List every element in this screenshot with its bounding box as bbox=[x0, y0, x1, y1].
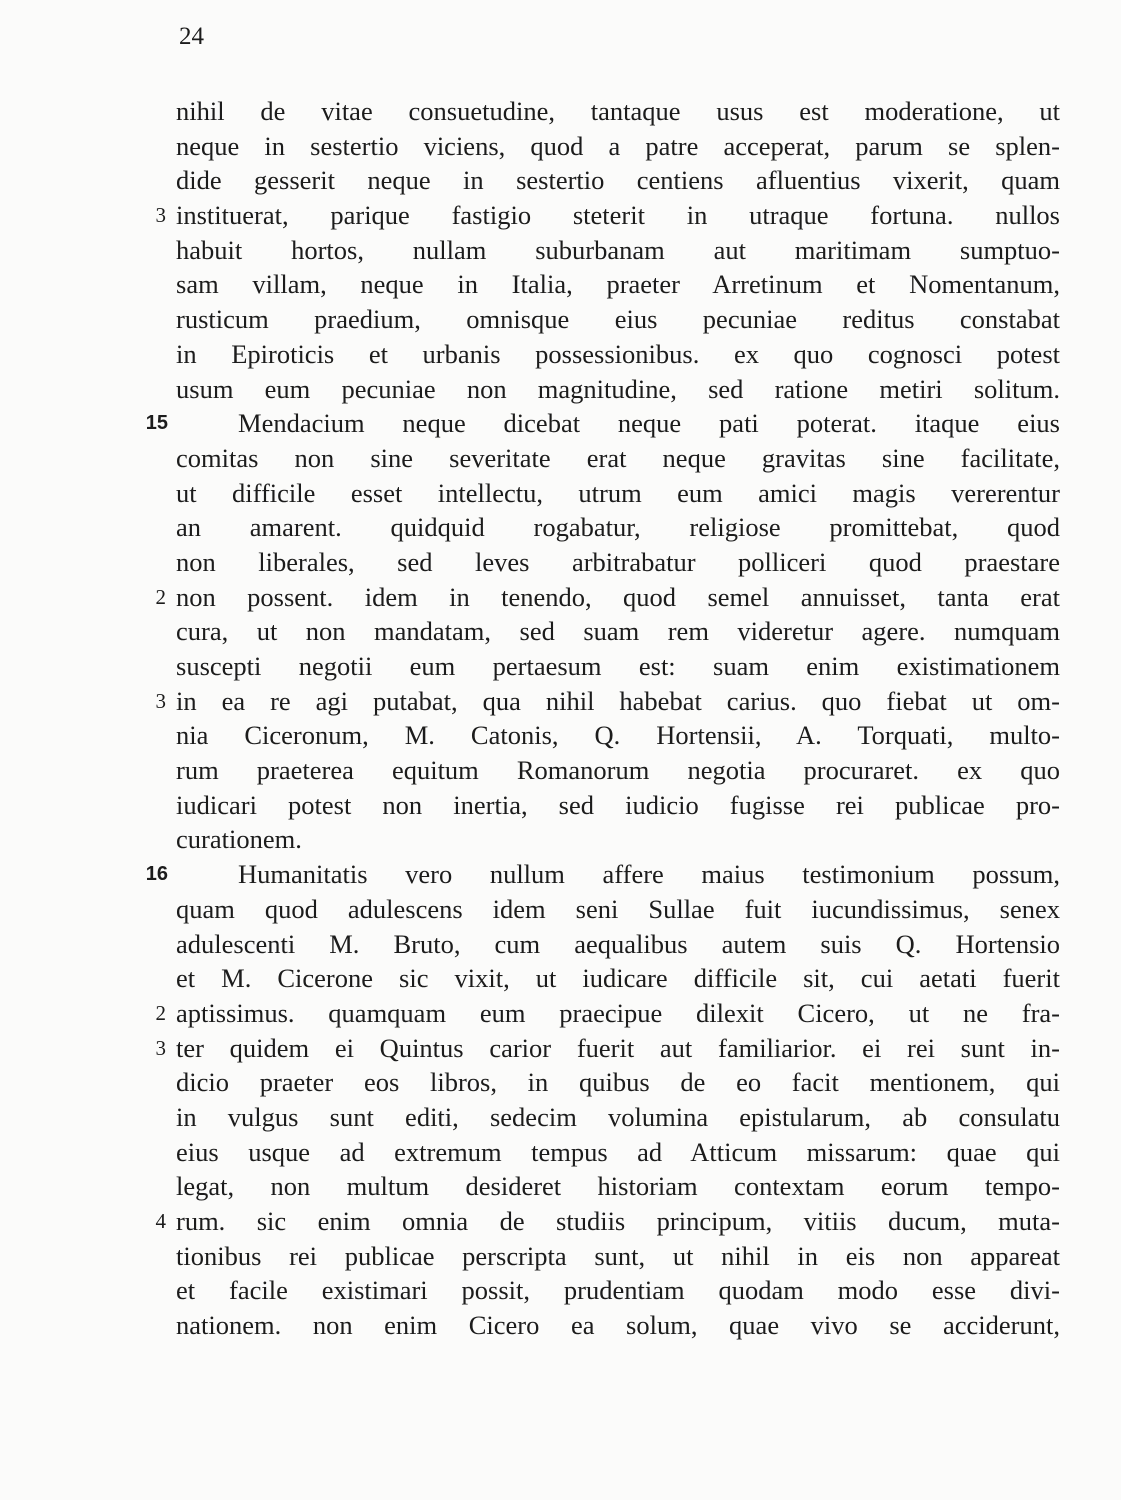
line-text: cura, ut non mandatam, sed suam rem videretur agere. numquam bbox=[176, 616, 1060, 647]
text-line bbox=[176, 441, 1060, 476]
text-line bbox=[155, 1031, 1060, 1066]
section-number: 3 bbox=[155, 1035, 166, 1060]
line-text: instituerat, parique fastigio steterit in utraque fortuna. nullos bbox=[176, 200, 1060, 231]
line-text: sam villam, neque in Italia, praeter Arretinum et Nomentanum, bbox=[176, 269, 1060, 300]
text-line bbox=[176, 649, 1060, 684]
line-text: Mendacium neque dicebat neque pati poterat. itaque eius bbox=[238, 408, 1060, 439]
text-line bbox=[176, 753, 1060, 788]
line-text: neque in sestertio viciens, quod a patre acceperat, parum se splen- bbox=[176, 130, 1060, 161]
text-line bbox=[176, 94, 1060, 129]
text-line bbox=[155, 684, 1060, 719]
section-number: 2 bbox=[155, 1000, 166, 1025]
line-text: comitas non sine severitate erat neque gravitas sine facilitate, bbox=[176, 442, 1060, 473]
line-text: habuit hortos, nullam suburbanam aut maritimam sumptuo- bbox=[176, 234, 1060, 265]
line-text: nihil de vitae consuetudine, tantaque usus est moderatione, ut bbox=[176, 96, 1060, 126]
text-line bbox=[176, 372, 1060, 407]
line-text: usum eum pecuniae non magnitudine, sed ratione metiri solitum. bbox=[176, 373, 1060, 404]
section-number: 3 bbox=[155, 688, 166, 713]
line-text: dicio praeter eos libros, in quibus de eo facit mentionem, qui bbox=[176, 1067, 1060, 1098]
text-line bbox=[155, 580, 1060, 615]
line-text: non possent. idem in tenendo, quod semel annuisset, tanta erat bbox=[176, 581, 1060, 612]
text-line bbox=[176, 1273, 1060, 1308]
line-text: adulescenti M. Bruto, cum aequalibus autem suis Q. Hortensio bbox=[176, 928, 1060, 959]
chapter-number: 16 bbox=[145, 863, 168, 886]
text-line bbox=[145, 857, 1060, 892]
text-line bbox=[176, 788, 1060, 823]
text-line bbox=[176, 1169, 1060, 1204]
text-line bbox=[176, 822, 1060, 857]
line-text: Humanitatis vero nullum affere maius testimonium possum, bbox=[238, 859, 1060, 890]
text-line bbox=[155, 996, 1060, 1031]
text-line bbox=[176, 129, 1060, 164]
text-line bbox=[176, 510, 1060, 545]
line-text: iudicari potest non inertia, sed iudicio fugisse rei publicae pro- bbox=[176, 789, 1060, 820]
text-line bbox=[176, 614, 1060, 649]
line-text: rusticum praedium, omnisque eius pecuniae reditus constabat bbox=[176, 304, 1060, 335]
text-line bbox=[176, 1065, 1060, 1100]
text-line bbox=[176, 1100, 1060, 1135]
text-line bbox=[176, 545, 1060, 580]
page-number: 24 bbox=[179, 23, 204, 50]
chapter-number: 15 bbox=[145, 412, 168, 435]
line-text: in Epiroticis et urbanis possessionibus. ex quo cognosci potest bbox=[176, 338, 1060, 369]
line-text: ut difficile esset intellectu, utrum eum amici magis vererentur bbox=[176, 477, 1060, 508]
line-text: rum praeterea equitum Romanorum negotia procuraret. ex quo bbox=[176, 755, 1060, 786]
line-text: in vulgus sunt editi, sedecim volumina epistularum, ab consulatu bbox=[176, 1101, 1060, 1132]
line-text: nia Ciceronum, M. Catonis, Q. Hortensii, A. Torquati, multo- bbox=[176, 720, 1060, 751]
text-line bbox=[176, 961, 1060, 996]
text-line bbox=[176, 337, 1060, 372]
line-text: non liberales, sed leves arbitrabatur polliceri quod praestare bbox=[176, 546, 1060, 577]
section-number: 2 bbox=[155, 584, 166, 609]
line-text: in ea re agi putabat, qua nihil habebat carius. quo fiebat ut om- bbox=[176, 685, 1060, 716]
line-text: dide gesserit neque in sestertio centiens afluentius vixerit, quam bbox=[176, 165, 1060, 196]
text-line bbox=[176, 302, 1060, 337]
text-line bbox=[176, 1239, 1060, 1274]
text-line bbox=[155, 1204, 1060, 1239]
line-text: quam quod adulescens idem seni Sullae fuit iucundissimus, senex bbox=[176, 893, 1060, 924]
line-text: rum. sic enim omnia de studiis principum, vitiis ducum, muta- bbox=[176, 1206, 1060, 1236]
line-text: an amarent. quidquid rogabatur, religiose promittebat, quod bbox=[176, 512, 1060, 543]
line-text: et facile existimari possit, prudentiam quodam modo esse divi- bbox=[176, 1275, 1060, 1306]
line-text: et M. Cicerone sic vixit, ut iudicare difficile sit, cui aetati fuerit bbox=[176, 963, 1060, 994]
text-line bbox=[155, 198, 1060, 233]
text-line bbox=[176, 163, 1060, 198]
text-line bbox=[176, 1308, 1060, 1343]
text-line bbox=[176, 1135, 1060, 1170]
text-line bbox=[145, 406, 1060, 441]
text-line bbox=[176, 476, 1060, 511]
text-line bbox=[176, 892, 1060, 927]
line-text: suscepti negotii eum pertaesum est: suam enim existimationem bbox=[176, 651, 1060, 681]
line-text: eius usque ad extremum tempus ad Atticum missarum: quae qui bbox=[176, 1136, 1060, 1167]
text-line bbox=[176, 267, 1060, 302]
text-line bbox=[176, 927, 1060, 962]
section-number: 3 bbox=[155, 203, 166, 228]
text-line bbox=[176, 233, 1060, 268]
line-text: legat, non multum desideret historiam contextam eorum tempo- bbox=[176, 1171, 1060, 1202]
body-text bbox=[145, 94, 1060, 1343]
section-number: 4 bbox=[155, 1209, 166, 1233]
line-text: curationem. bbox=[176, 824, 302, 855]
line-text: nationem. non enim Cicero ea solum, quae vivo se acciderunt, bbox=[176, 1310, 1060, 1341]
text-line bbox=[176, 718, 1060, 753]
line-text: tionibus rei publicae perscripta sunt, ut nihil in eis non appareat bbox=[176, 1240, 1060, 1271]
line-text: ter quidem ei Quintus carior fuerit aut familiarior. ei rei sunt in- bbox=[176, 1032, 1060, 1063]
line-text: aptissimus. quamquam eum praecipue dilexit Cicero, ut ne fra- bbox=[176, 997, 1060, 1028]
